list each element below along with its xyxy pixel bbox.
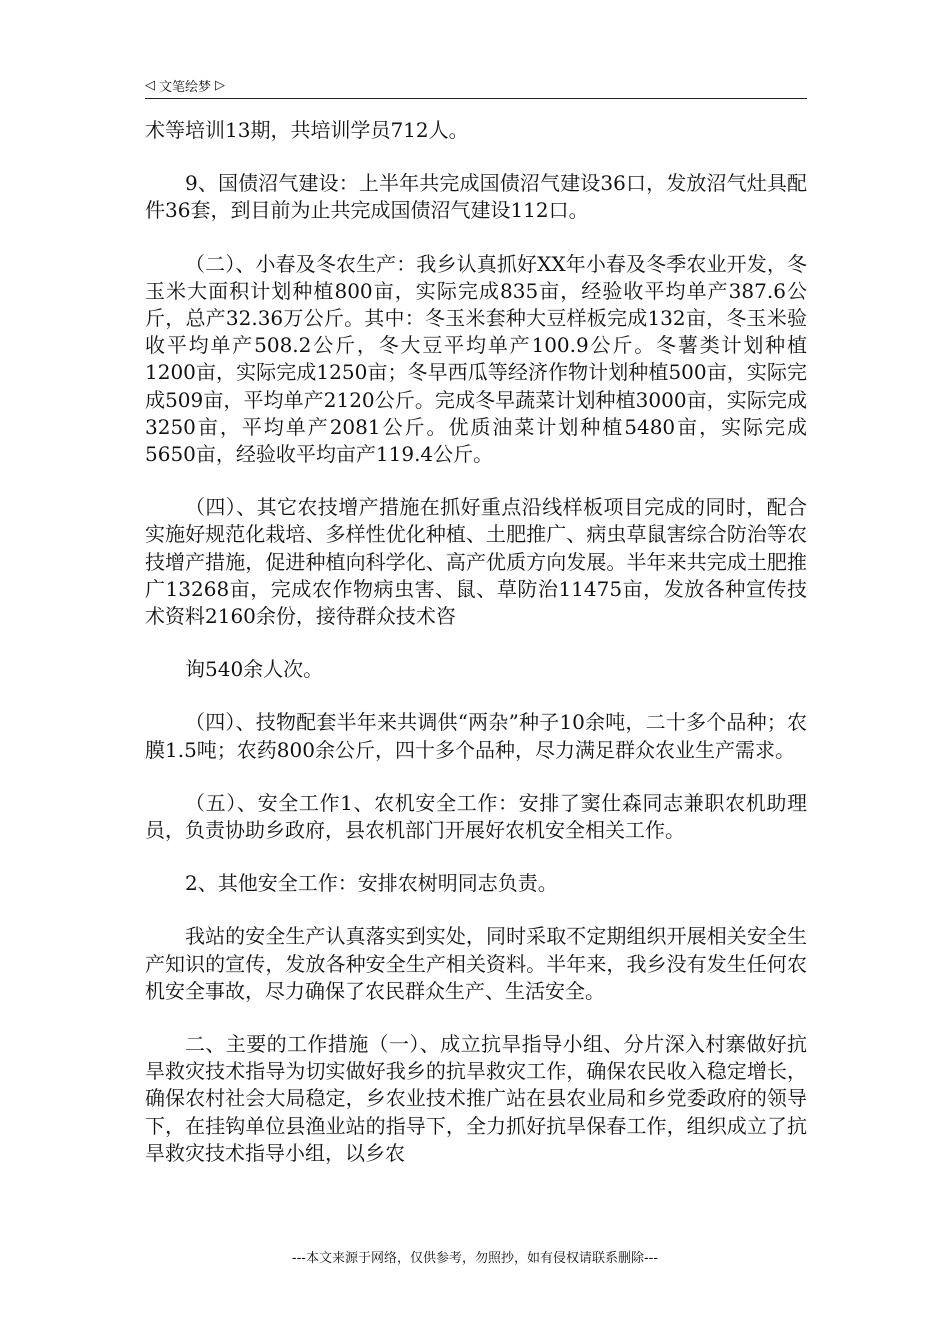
paragraph-5: 询540余人次。 bbox=[185, 657, 324, 682]
paragraph-9: 我站的安全生产认真落实到实处，同时采取不定期组织开展相关安全生产知识的宣传，发放各种安全生产相关资料。半年来，我乡没有发生任何农机安全事故，尽力确保了农民群众生产、生活安全。 bbox=[145, 924, 807, 1003]
paragraph-3: （二）、小春及冬农生产：我乡认真抓好XX年小春及冬季农业开发，冬玉米大面积计划种植800亩，实际完成835亩，经验收平均单产387.6公斤，总产32.36万公斤。其中：冬玉米套种大豆样板完成132亩，冬玉米验收平均单产508.2公斤，冬大豆平均单产100.9公斤。冬薯类计划种植1200亩，实际完成1250亩；冬早西瓜等经济作物计划种植500亩，实际完成509亩，平均单产2120公斤。完成冬早蔬菜计划种植3000亩，实际完成3250亩，平均单产2081公斤。优质油菜计划种植5480亩，实际完成5650亩，经验收平均亩产119.4公斤。 bbox=[145, 251, 807, 467]
left-triangle-icon: ◁ bbox=[145, 77, 155, 93]
paragraph-6: （四）、技物配套半年来共调供“两杂”种子10余吨，二十多个品种；农膜1.5吨；农药800余公斤，四十多个品种，尽力满足群众农业生产需求。 bbox=[145, 710, 807, 762]
paragraph-8: 2、其他安全工作：安排农树明同志负责。 bbox=[185, 871, 558, 896]
paragraph-4: （四）、其它农技增产措施在抓好重点沿线样板项目完成的同时，配合实施好规范化栽培、多样性优化种植、土肥推广、病虫草鼠害综合防治等农技增产措施，促进种植向科学化、高产优质方向发展。半年来共完成土肥推广13268亩，完成农作物病虫害、鼠、草防治11475亩，发放各种宣传技术资料2160余份，接待群众技术咨 bbox=[145, 495, 807, 629]
brand-title: 文笔绘梦 bbox=[159, 79, 212, 95]
paragraph-7: （五）、安全工作1、农机安全工作：安排了窦仕森同志兼职农机助理员，负责协助乡政府，县农机部门开展好农机安全相关工作。 bbox=[145, 790, 807, 843]
right-triangle-icon: ▷ bbox=[215, 77, 226, 93]
page-header bbox=[145, 72, 807, 99]
paragraph-2: 9、国债沼气建设：上半年共完成国债沼气建设36口，发放沼气灶具配件36套，到目前为止共完成国债沼气建设112口。 bbox=[145, 171, 807, 223]
copyright-notice: ---本文来源于网络，仅供参考，勿照抄，如有侵权请联系删除--- bbox=[291, 1251, 659, 1266]
document-body bbox=[145, 117, 807, 1193]
paragraph-10: 二、主要的工作措施（一）、成立抗旱指导小组、分片深入村寨做好抗旱救灾技术指导为切实做好我乡的抗旱救灾工作，确保农民收入稳定增长，确保农村社会大局稳定，乡农业技术推广站在县农业局和乡党委政府的领导下，在挂钩单位县渔业站的指导下，全力抓好抗旱保春工作，组织成立了抗旱救灾技术指导小组，以乡农 bbox=[145, 1032, 807, 1165]
paragraph-1: 术等培训13期，共培训学员712人。 bbox=[145, 118, 469, 142]
